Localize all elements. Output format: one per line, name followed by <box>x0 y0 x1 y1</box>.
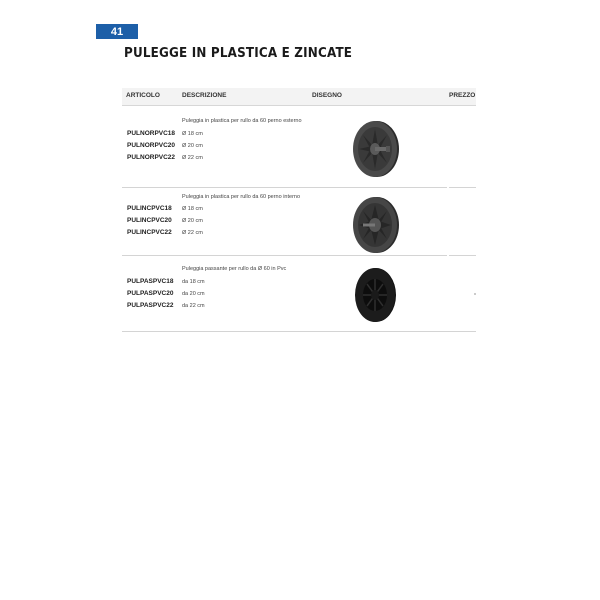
table-row <box>122 278 302 290</box>
pulley-external-pin-icon <box>348 118 402 178</box>
table-row <box>122 205 302 217</box>
pulley-internal-pin-icon <box>348 194 402 254</box>
group-description: Puleggia in plastica per rullo da 60 perno interno <box>182 194 301 200</box>
article-code: PULINCPVC20 <box>127 217 172 224</box>
header-articolo: ARTICOLO <box>126 92 160 99</box>
article-size: Ø 18 cm <box>182 206 203 212</box>
header-prezzo: PREZZO <box>449 92 476 99</box>
article-size: da 18 cm <box>182 279 205 285</box>
article-code: PULNORPVC22 <box>127 154 176 161</box>
table-row <box>122 130 302 142</box>
table-row <box>122 217 302 229</box>
article-code: PULPASPVC20 <box>127 290 174 297</box>
table-row <box>122 229 302 241</box>
product-group-external-pin <box>122 110 476 188</box>
table-row <box>122 154 302 166</box>
article-size: Ø 22 cm <box>182 155 203 161</box>
table-row <box>122 290 302 302</box>
table-row <box>122 302 302 314</box>
table-row <box>122 142 302 154</box>
price-marker <box>474 293 476 295</box>
group-description: Puleggia passante per rullo da Ø 60 in Pvc <box>182 266 287 272</box>
article-size: Ø 18 cm <box>182 131 203 137</box>
article-code: PULPASPVC22 <box>127 302 174 309</box>
article-code: PULINCPVC22 <box>127 229 172 236</box>
group-description: Puleggia in plastica per rullo da 60 perno esterno <box>182 118 302 124</box>
article-size: Ø 22 cm <box>182 230 203 236</box>
article-size: Ø 20 cm <box>182 218 203 224</box>
page-number-badge: 41 <box>96 24 138 39</box>
table-header <box>122 88 476 106</box>
article-size: da 20 cm <box>182 291 205 297</box>
article-size: Ø 20 cm <box>182 143 203 149</box>
article-size: da 22 cm <box>182 303 205 309</box>
article-code: PULINCPVC18 <box>127 205 172 212</box>
pulley-through-icon <box>348 264 402 324</box>
row-divider <box>122 331 476 332</box>
article-code: PULNORPVC18 <box>127 130 176 137</box>
product-group-internal-pin <box>122 188 476 256</box>
article-code: PULPASPVC18 <box>127 278 174 285</box>
header-disegno: DISEGNO <box>312 92 342 99</box>
article-code: PULNORPVC20 <box>127 142 176 149</box>
product-group-through <box>122 256 476 332</box>
header-descrizione: DESCRIZIONE <box>182 92 227 99</box>
page-title: PULEGGE IN PLASTICA E ZINCATE <box>124 46 353 61</box>
